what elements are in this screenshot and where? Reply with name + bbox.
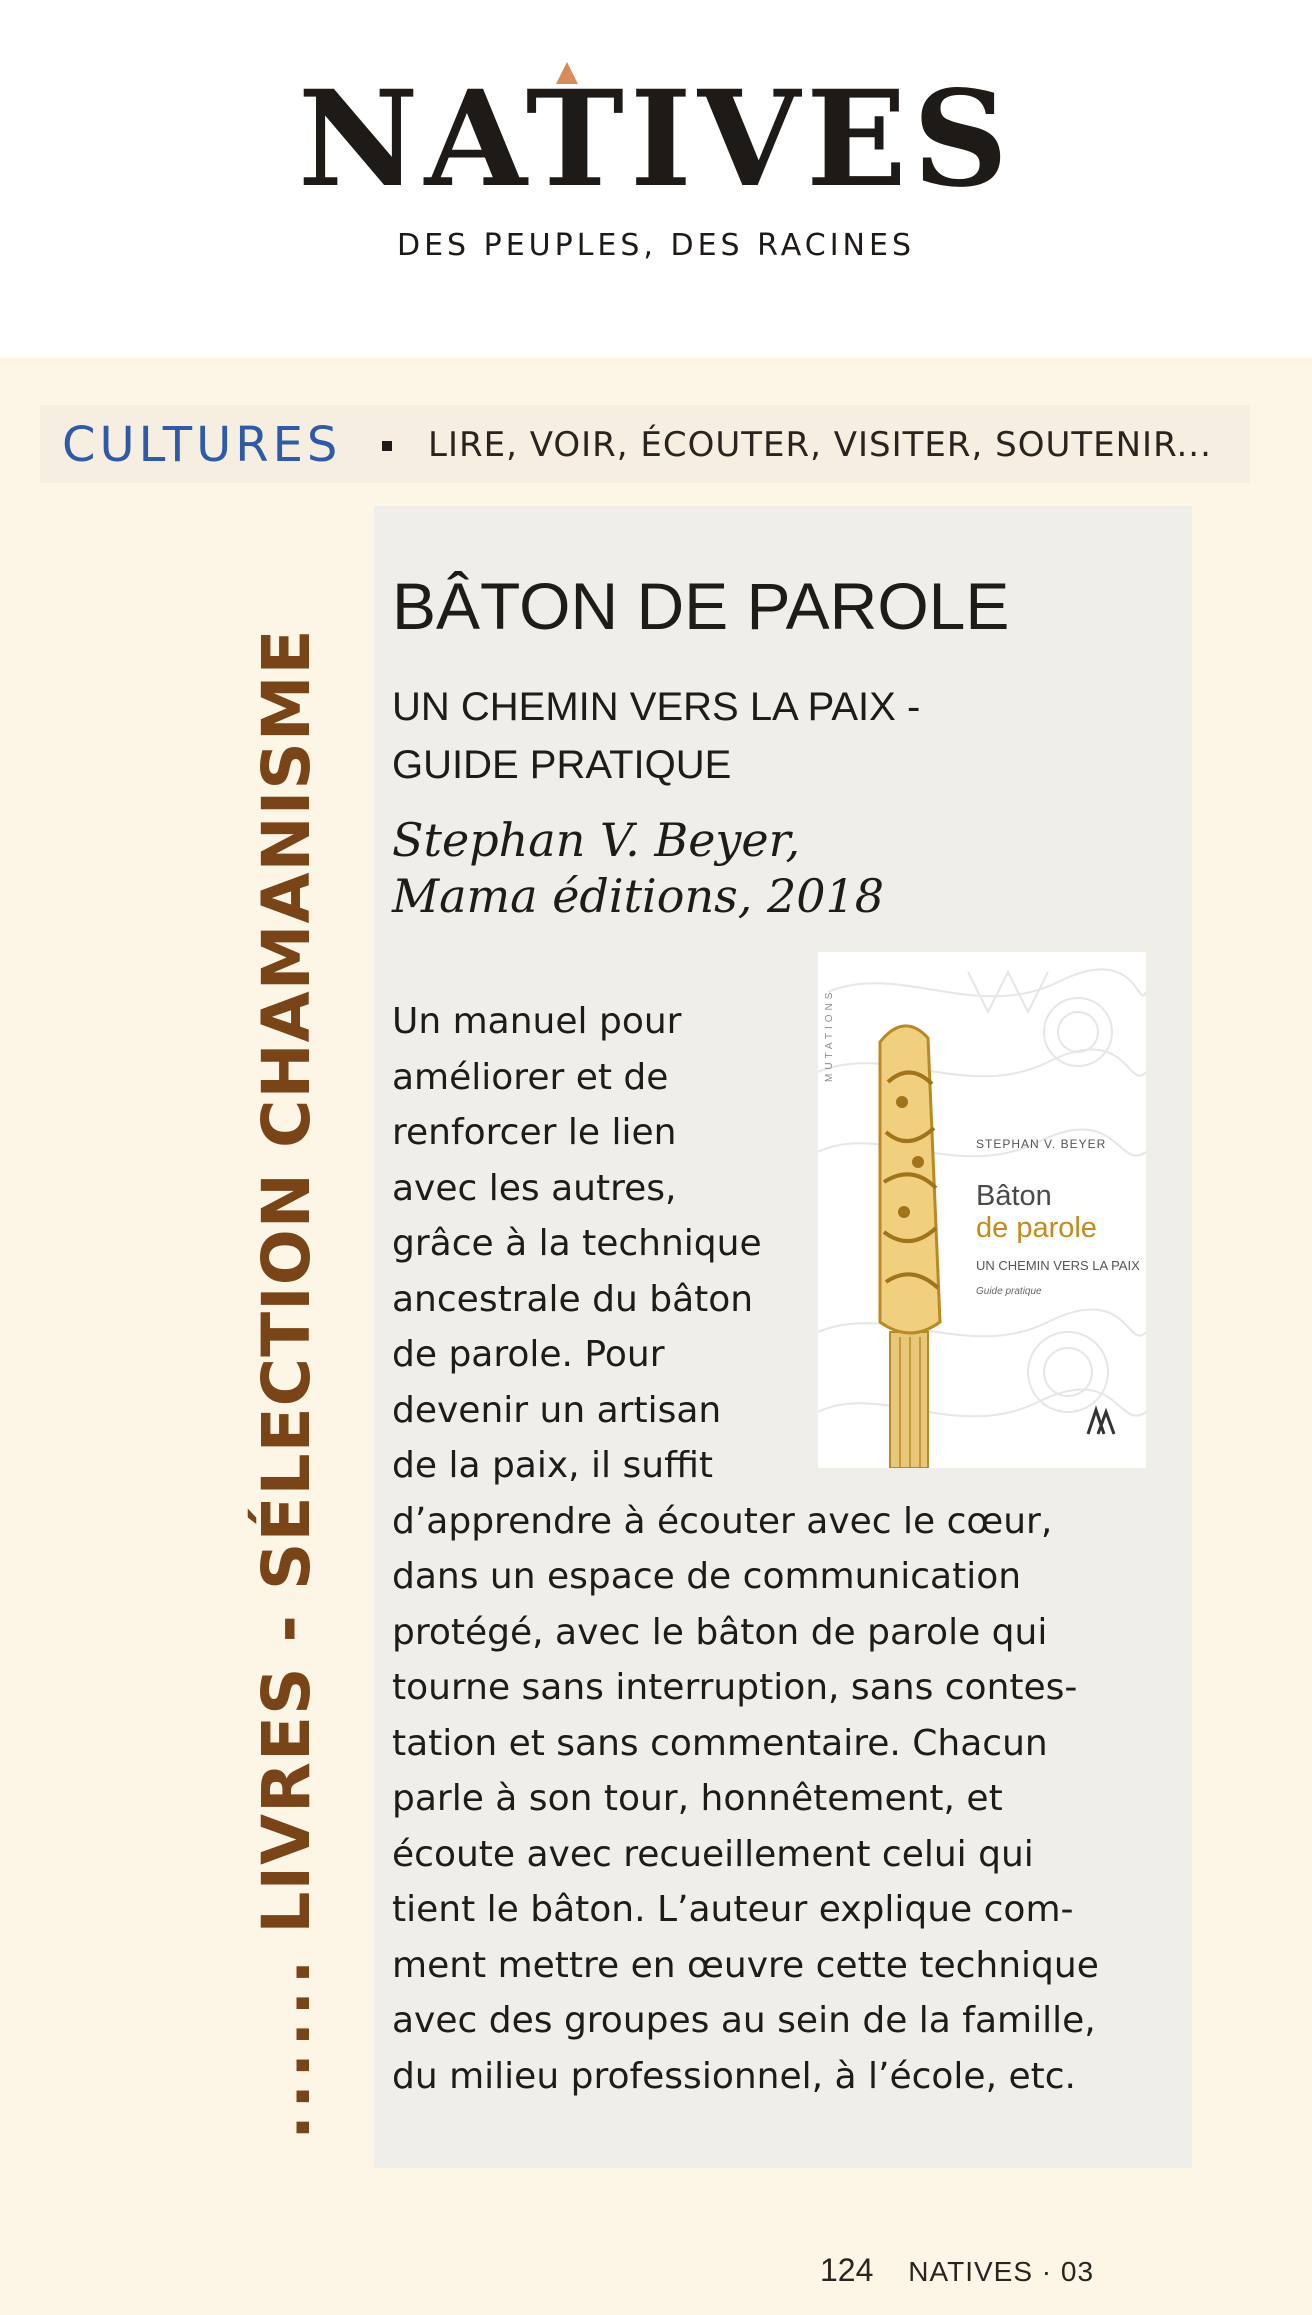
section-name: CULTURES — [62, 417, 342, 473]
section-bullet — [382, 441, 392, 451]
magazine-issue: NATIVES · 03 — [908, 2256, 1095, 2287]
body-line: ancestrale du bâton — [392, 1278, 754, 1320]
body-line: grâce à la technique — [392, 1223, 762, 1264]
article-author — [392, 812, 912, 924]
author-line: Stephan V. Beyer, — [392, 813, 801, 867]
body-line: Un manuel pour — [392, 1001, 682, 1042]
side-label-text: LIVRES - SÉLECTION CHAMANISME — [248, 628, 325, 1934]
cover-title-line2: de parole — [976, 1212, 1097, 1244]
logo-wordmark: NATIVES — [297, 62, 1015, 217]
body-line: protégé, avec le bâton de parole qui — [392, 1611, 1048, 1653]
body-line: avec les autres, — [392, 1167, 677, 1209]
body-line: d’apprendre à écouter avec le cœur, — [392, 1500, 1053, 1542]
natives-logo — [0, 62, 1312, 263]
body-line: de la paix, il suffit — [392, 1445, 713, 1486]
body-line: écoute avec recueillement celui qui — [392, 1833, 1034, 1875]
cover-brand: MUTATIONS — [824, 988, 835, 1082]
article-subtitle-line: GUIDE PRATIQUE — [392, 743, 732, 787]
body-line: tient le bâton. L’auteur explique com- — [392, 1889, 1074, 1930]
cover-guide-label: Guide pratique — [976, 1286, 1042, 1297]
logo-accent-triangle — [556, 62, 578, 84]
cover-author: STEPHAN V. BEYER — [976, 1137, 1107, 1151]
side-category-label — [250, 628, 324, 2140]
page-number: 124 — [820, 2252, 874, 2288]
body-line: tation et sans commentaire. Chacun — [392, 1722, 1048, 1764]
body-line: devenir un artisan — [392, 1389, 722, 1431]
body-line: tourne sans interruption, sans contes- — [392, 1667, 1078, 1708]
magazine-header — [0, 0, 1312, 358]
side-label-dots: ...... — [248, 1953, 325, 2140]
body-line: du milieu professionnel, à l’école, etc. — [392, 2055, 1076, 2097]
article-subtitle — [392, 678, 1032, 794]
article-title: BÂTON DE PAROLE — [392, 569, 1010, 643]
cover-title-line1: Bâton — [976, 1180, 1052, 1212]
author-line: Mama éditions, 2018 — [392, 869, 885, 923]
body-line: améliorer et de — [392, 1056, 669, 1098]
page-footer — [820, 2252, 1094, 2289]
article-body — [392, 994, 1172, 2104]
section-subtitle: LIRE, VOIR, ÉCOUTER, VISITER, SOUTENIR... — [428, 425, 1212, 465]
body-line: dans un espace de communication — [392, 1556, 1022, 1597]
body-line: renforcer le lien — [392, 1112, 677, 1153]
section-bar — [40, 405, 1250, 483]
body-line: parle à son tour, honnêtement, et — [392, 1778, 1003, 1819]
body-line: de parole. Pour — [392, 1334, 665, 1375]
logo-tagline: DES PEUPLES, DES RACINES — [396, 228, 915, 263]
cover-subtitle: UN CHEMIN VERS LA PAIX — [976, 1258, 1140, 1273]
body-line: ment mettre en œuvre cette technique — [392, 1944, 1099, 1986]
article-subtitle-line: UN CHEMIN VERS LA PAIX - — [392, 685, 921, 729]
body-line: avec des groupes au sein de la famille, — [392, 2000, 1096, 2041]
